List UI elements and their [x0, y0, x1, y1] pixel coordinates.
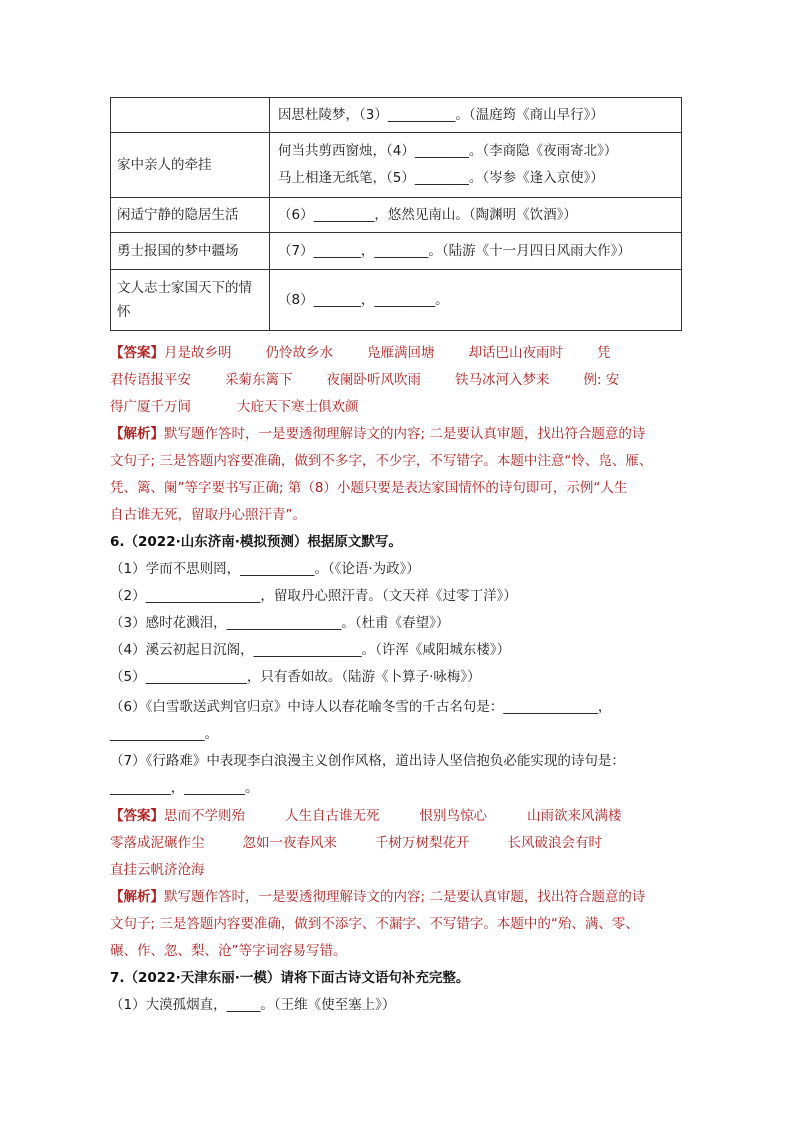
table-row: [111, 233, 682, 270]
answer-item: 采菊东篱下: [225, 372, 293, 388]
answer-item: 例: 安: [583, 372, 620, 388]
analysis-label: 【解析】: [110, 426, 164, 442]
answer-label: 【答案】: [110, 345, 164, 361]
table-content-cell: [270, 198, 682, 233]
question-item: （5）_______________，只有香如故。（陆游《卜算子·咏梅》）: [110, 669, 481, 685]
table-line: （7）_______，________。（陆游《十一月四日风雨大作》）: [278, 243, 631, 259]
answer-item: 思而不学则殆: [164, 808, 245, 824]
answer-item: 千树万树梨花开: [375, 835, 470, 851]
answer-item: 人生自古谁无死: [285, 808, 380, 824]
q6-analysis-line: 碾、作、忽、梨、沧”等字词容易写错。: [110, 943, 347, 959]
poetry-table: [110, 97, 682, 331]
q5-analysis-line: 自古谁无死，留取丹心照汗青”。: [110, 507, 306, 523]
table-line: 马上相逢无纸笔，（5）________。（岑参《逢入京使》）: [278, 170, 604, 186]
question-item: （4）溪云初起日沉阁，________________。（许浑《咸阳城东楼》）: [110, 642, 511, 658]
question-6-heading: 6.（2022·山东济南·模拟预测）根据原文默写。: [110, 534, 402, 550]
q6-answer-line: [110, 833, 688, 853]
table-line: （8）_______，_________。: [278, 292, 449, 308]
question-item: （7）《行路难》中表现李白浪漫主义创作风格，道出诗人坚信抱负必能实现的诗句是：: [110, 753, 625, 769]
answer-item: 零落成泥碾作尘: [110, 835, 205, 851]
q5-answer-line: [110, 343, 688, 363]
table-content-cell: [270, 270, 682, 331]
answer-item: 月是故乡明: [164, 345, 232, 361]
answer-label: 【答案】: [110, 808, 164, 824]
answer-item: 君传语报平安: [110, 372, 191, 388]
table-category-cell: 闲适宁静的隐居生活: [111, 198, 270, 233]
table-line: （6）_________，悠然见南山。（陶渊明《饮酒》）: [278, 207, 577, 223]
table-category-cell: 家中亲人的牵挂: [111, 133, 270, 198]
table-row: [111, 133, 682, 198]
answer-item: 夜阑卧听风吹雨: [326, 372, 421, 388]
answer-item: 直挂云帆济沧海: [110, 862, 205, 878]
table-row: [111, 198, 682, 233]
table-content-cell: [270, 133, 682, 198]
table-row: [111, 270, 682, 331]
table-content-cell: [270, 233, 682, 270]
question-item: （6）《白雪歌送武判官归京》中诗人以春花喻冬雪的千古名句是：______________，: [110, 699, 612, 715]
analysis-label: 【解析】: [110, 889, 164, 905]
question-item: _________，_________。: [110, 780, 259, 796]
question-7-heading: 7.（2022·天津东丽·一模）请将下面古诗文语句补充完整。: [110, 970, 470, 986]
answer-item: 得广厦千万间: [110, 399, 191, 415]
analysis-text: 默写题作答时，一是要透彻理解诗文的内容; 二是要认真审题，找出符合题意的诗: [164, 426, 646, 442]
answer-item: 仍怜故乡水: [265, 345, 333, 361]
question-item: ______________。: [110, 726, 218, 742]
q6-analysis-line: 文句子; 三是答题内容要准确，做到不添字、不漏字、不写错字。本题中的“殆、满、零、: [110, 916, 639, 932]
table-content-cell: [270, 98, 682, 133]
question-item: （1）学而不思则罔，___________。（《论语·为政》）: [110, 561, 420, 577]
answer-item: 凭: [597, 345, 611, 361]
q5-answer-line: [110, 370, 688, 390]
q5-analysis-line: 凭、篱、阑”等字要书写正确; 第（8）小题只要是表达家国情怀的诗句即可，示例“人生: [110, 480, 628, 496]
answer-item: 却话巴山夜雨时: [468, 345, 563, 361]
q5-analysis-line: 文句子; 三是答题内容要准确，做到不多字，不少字，不写错字。本题中注意“怜、凫、雁、: [110, 453, 653, 469]
answer-item: 恨别鸟惊心: [419, 808, 487, 824]
answer-item: 忽如一夜春风来: [242, 835, 337, 851]
q5-analysis-line: [110, 424, 688, 444]
answer-item: 铁马冰河入梦来: [455, 372, 550, 388]
q5-answer-line: [110, 397, 688, 417]
answer-item: 凫雁满回塘: [367, 345, 435, 361]
table-line: 因思杜陵梦，（3）__________。（温庭筠《商山早行》）: [278, 107, 604, 123]
table-row: [111, 98, 682, 133]
answer-item: 大庇天下寒士俱欢颜: [237, 399, 359, 415]
q6-answer-line: [110, 806, 688, 826]
answer-item: 长风破浪会有时: [507, 835, 602, 851]
q6-answer-line: [110, 860, 688, 880]
q6-analysis-line: [110, 887, 688, 907]
question-item: （2）_________________，留取丹心照汗青。（文天祥《过零丁洋》）: [110, 588, 517, 604]
table-line: 何当共剪西窗烛，（4）________。（李商隐《夜雨寄北》）: [278, 143, 618, 159]
table-category-cell: 勇士报国的梦中疆场: [111, 233, 270, 270]
table-category-cell: 文人志士家国天下的情怀: [111, 270, 270, 331]
question-item: （3）感时花溅泪，_________________。（杜甫《春望》）: [110, 615, 450, 631]
question-item: （1）大漠孤烟直，_____。（王维《使至塞上》）: [110, 997, 396, 1013]
analysis-text: 默写题作答时，一是要透彻理解诗文的内容; 二是要认真审题，找出符合题意的诗: [164, 889, 646, 905]
answer-item: 山雨欲来风满楼: [527, 808, 622, 824]
table-category-cell: [111, 98, 270, 133]
